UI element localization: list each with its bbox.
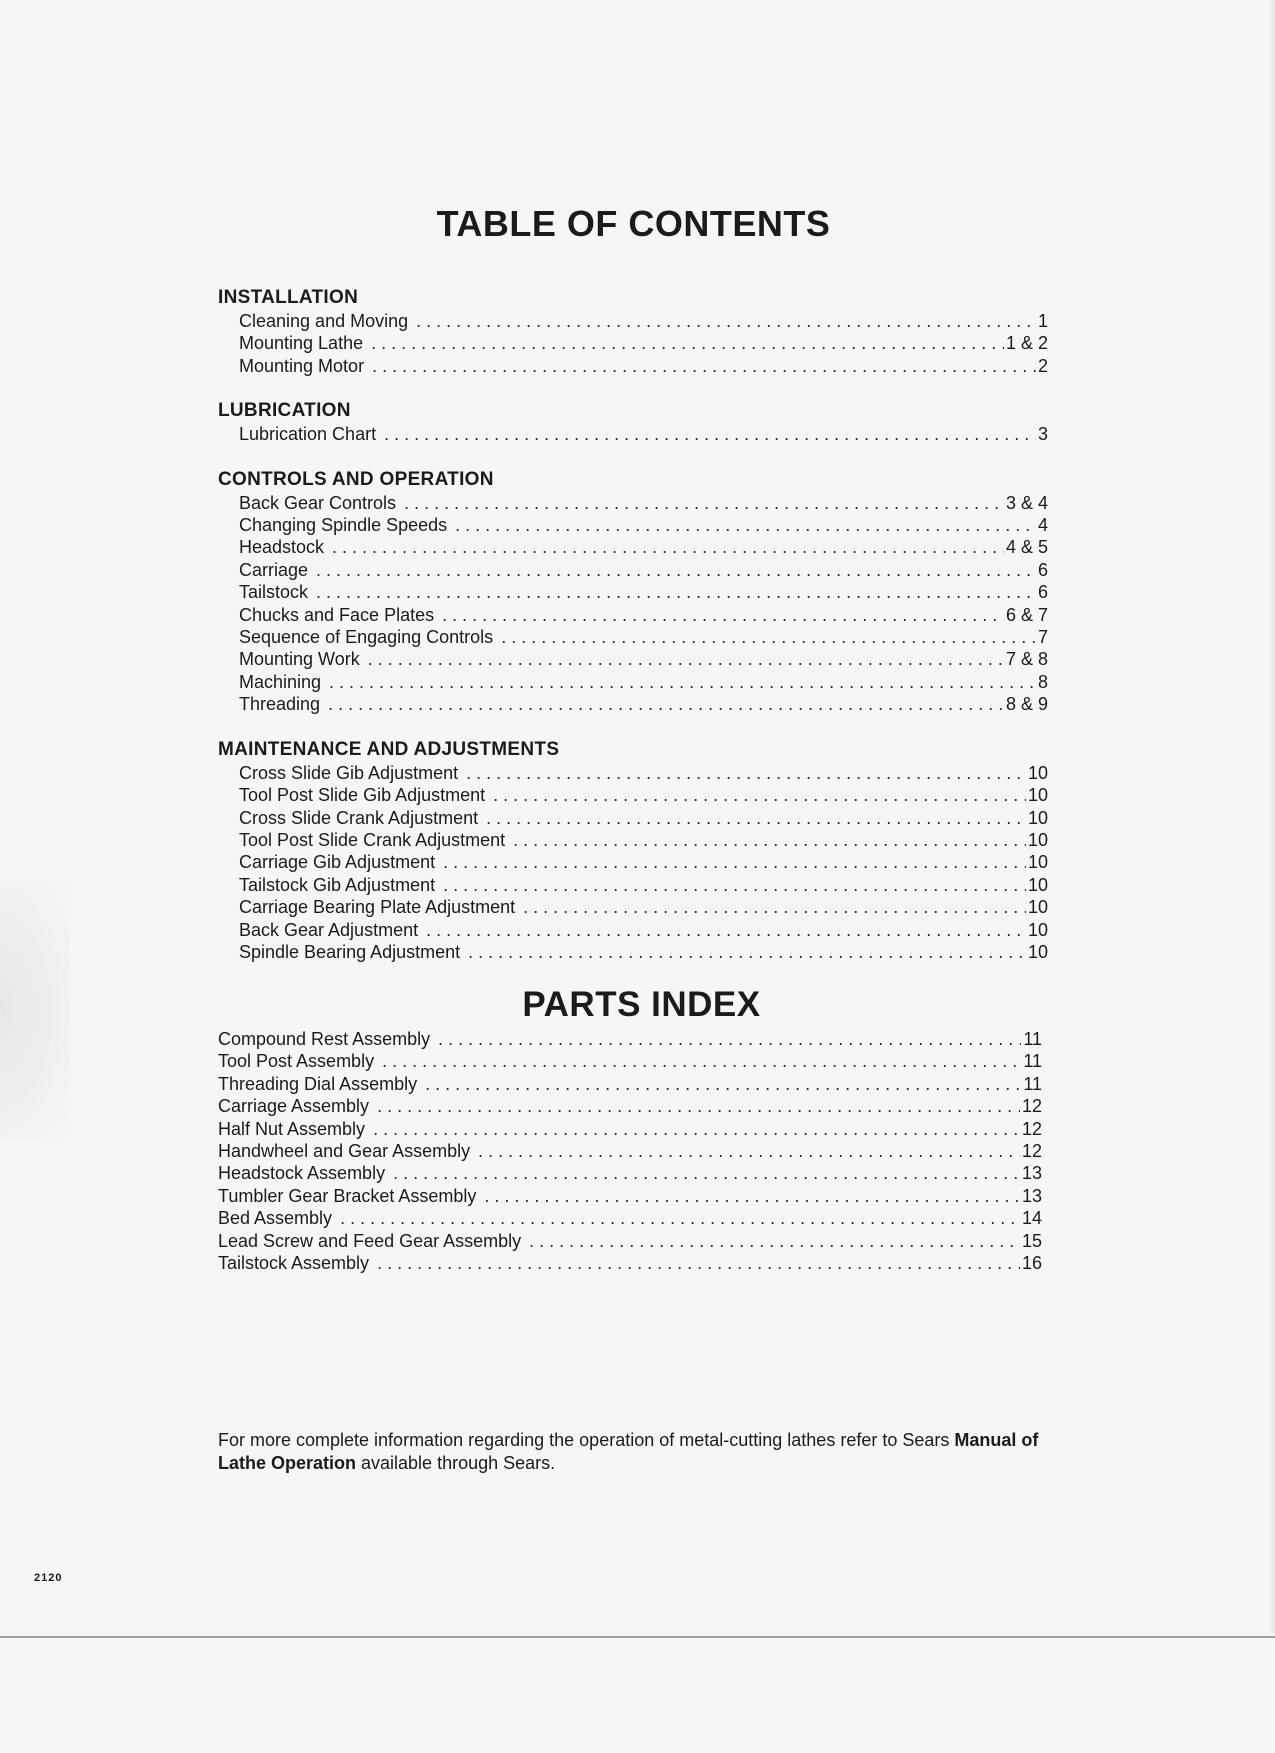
section-heading: INSTALLATION [218,287,359,308]
dot-leader [523,896,1026,918]
entry-page: 1 [1037,311,1048,331]
entry-page: 12 [1021,1118,1042,1139]
parts-entry [218,1095,1042,1117]
entry-page: 1 & 2 [1005,333,1048,354]
parts-entry [218,1073,1042,1095]
dot-leader [443,851,1026,873]
entry-page: 6 [1037,559,1048,580]
parts-index-title: PARTS INDEX [522,985,761,1024]
entry-page: 10 [1027,807,1048,828]
entry-label: Cleaning and Moving [239,311,409,331]
entry-label: Tool Post Slide Gib Adjustment [239,785,486,806]
dot-leader [384,423,1036,445]
entry-page: 6 & 7 [1005,604,1048,625]
entry-label: Tailstock [239,582,309,603]
dot-leader [438,1028,1021,1050]
entry-label: Machining [239,671,322,692]
manual-title: Manual of Lathe Operation [218,1430,1039,1473]
entry-page: 10 [1027,941,1048,962]
toc-entry [218,355,1048,377]
dot-leader [484,1185,1020,1207]
dot-leader [513,829,1026,851]
table-of-contents [218,286,1048,985]
dot-leader [377,1252,1020,1274]
entry-page: 7 & 8 [1005,649,1048,670]
entry-label: Mounting Lathe [239,333,364,354]
page-title: TABLE OF CONTENTS [436,203,831,244]
entry-label: Mounting Work [239,649,360,670]
entry-label: Carriage Bearing Plate Adjustment [239,897,516,918]
toc-entry [218,536,1048,558]
section-heading: MAINTENANCE AND ADJUSTMENTS [218,738,560,760]
dot-leader [404,492,1004,514]
section-heading: LUBRICATION [218,400,351,422]
entry-label: Carriage Gib Adjustment [239,852,436,873]
toc-entry [218,626,1048,648]
parts-entry [218,1118,1042,1140]
entry-label: Tumbler Gear Bracket Assembly [218,1185,477,1206]
toc-entry [218,604,1048,626]
entry-page: 4 & 5 [1005,537,1048,558]
parts-index [218,1028,1042,1274]
dot-leader [328,693,1004,715]
entry-page: 13 [1021,1185,1042,1206]
toc-section-controls [218,468,1048,716]
dot-leader [373,1118,1020,1140]
dot-leader [501,626,1036,648]
parts-entry [218,1140,1042,1162]
dot-leader [455,514,1036,536]
entry-label: Chucks and Face Plates [239,604,435,625]
entry-page: 12 [1021,1141,1042,1162]
entry-page: 10 [1027,897,1048,918]
entry-label: Carriage [239,559,309,580]
toc-entry [218,807,1048,829]
toc-entry [218,784,1048,806]
entry-page: 16 [1021,1253,1042,1274]
entry-page: 6 [1037,582,1048,603]
dot-leader [478,1140,1020,1162]
entry-label: Back Gear Adjustment [239,919,419,940]
entry-label: Tool Post Assembly [218,1051,375,1072]
dot-leader [382,1050,1021,1072]
entry-label: Tailstock Assembly [218,1253,370,1274]
entry-page: 10 [1027,785,1048,806]
dot-leader [340,1207,1020,1229]
dot-leader [529,1230,1020,1252]
toc-entry [218,829,1048,851]
parts-entry [218,1162,1042,1184]
entry-label: Headstock [239,537,325,558]
dot-leader [466,762,1026,784]
toc-entry [218,559,1048,581]
section-heading: CONTROLS AND OPERATION [218,468,494,490]
entry-page: 11 [1023,1029,1042,1049]
toc-entry [218,648,1048,670]
entry-page: 4 [1037,515,1048,536]
dot-leader [316,559,1036,581]
dot-leader [329,671,1036,693]
footer-note [218,1429,1048,1475]
entry-page: 10 [1027,852,1048,873]
entry-label: Carriage Assembly [218,1096,370,1117]
entry-page: 14 [1021,1208,1042,1229]
entry-page: 13 [1021,1163,1042,1184]
entry-label: Lead Screw and Feed Gear Assembly [218,1230,522,1251]
entry-label: Handwheel and Gear Assembly [218,1141,471,1162]
toc-section-lubrication [218,399,1048,445]
entry-label: Threading [239,694,321,715]
dot-leader [493,784,1026,806]
entry-label: Half Nut Assembly [218,1118,366,1139]
dot-leader [371,332,1004,354]
dot-leader [426,919,1026,941]
entry-page: 11 [1023,1051,1042,1072]
dot-leader [368,648,1004,670]
dot-leader [393,1162,1020,1184]
entry-page: 10 [1027,919,1048,940]
entry-label: Sequence of Engaging Controls [239,627,494,648]
parts-entry [218,1230,1042,1252]
dot-leader [468,941,1026,963]
dot-leader [377,1095,1020,1117]
entry-page: 10 [1027,829,1048,850]
dot-leader [372,355,1036,377]
entry-page: 8 [1037,671,1048,692]
toc-entry [218,671,1048,693]
toc-entry [218,581,1048,603]
entry-page: 3 & 4 [1005,492,1048,513]
toc-entry [218,919,1048,941]
entry-page: 10 [1027,874,1048,895]
entry-label: Headstock Assembly [218,1163,386,1184]
entry-label: Back Gear Controls [239,492,397,513]
entry-page: 2 [1037,355,1048,376]
dot-leader [332,536,1004,558]
scan-edge-bottom [0,1636,1275,1638]
toc-entry [218,693,1048,715]
toc-entry [218,332,1048,354]
entry-page: 11 [1023,1073,1042,1094]
entry-page: 12 [1021,1096,1042,1117]
entry-page: 10 [1027,762,1048,783]
parts-entry [218,1050,1042,1072]
entry-page: 3 [1037,424,1048,445]
entry-label: Spindle Bearing Adjustment [239,941,461,962]
footer-text-before: For more complete information regarding the operation of metal-cutting lathes refer to Sears [218,1430,955,1450]
entry-label: Bed Assembly [218,1208,333,1229]
toc-entry [218,514,1048,536]
parts-entry [218,1207,1042,1229]
toc-entry [218,896,1048,918]
toc-entry [218,874,1048,896]
toc-section-maintenance [218,738,1048,964]
dot-leader [443,874,1026,896]
toc-entry [218,492,1048,514]
entry-page: 8 & 9 [1005,694,1048,715]
parts-entry [218,1028,1042,1050]
entry-label: Lubrication Chart [239,424,377,445]
entry-page: 15 [1021,1230,1042,1251]
entry-label: Tool Post Slide Crank Adjustment [239,829,506,850]
dot-leader [416,310,1036,332]
entry-label: Tailstock Gib Adjustment [239,874,436,895]
dot-leader [486,807,1026,829]
toc-entry [218,762,1048,784]
dot-leader [425,1073,1021,1095]
entry-label: Threading Dial Assembly [218,1073,418,1094]
parts-entry [218,1252,1042,1274]
toc-entry [218,310,1048,332]
entry-label: Cross Slide Crank Adjustment [239,807,479,828]
entry-label: Changing Spindle Speeds [239,515,448,536]
toc-entry [218,851,1048,873]
toc-entry [218,941,1048,963]
dot-leader [442,604,1004,626]
entry-label: Cross Slide Gib Adjustment [239,762,459,783]
parts-entry [218,1185,1042,1207]
entry-page: 7 [1037,627,1048,648]
toc-entry [218,423,1048,445]
entry-label: Compound Rest Assembly [218,1029,431,1049]
entry-label: Mounting Motor [239,355,365,376]
footer-text-after: available through Sears. [356,1453,556,1473]
toc-section-installation [218,286,1048,377]
dot-leader [316,581,1036,603]
page-code: 2120 [34,1572,63,1584]
